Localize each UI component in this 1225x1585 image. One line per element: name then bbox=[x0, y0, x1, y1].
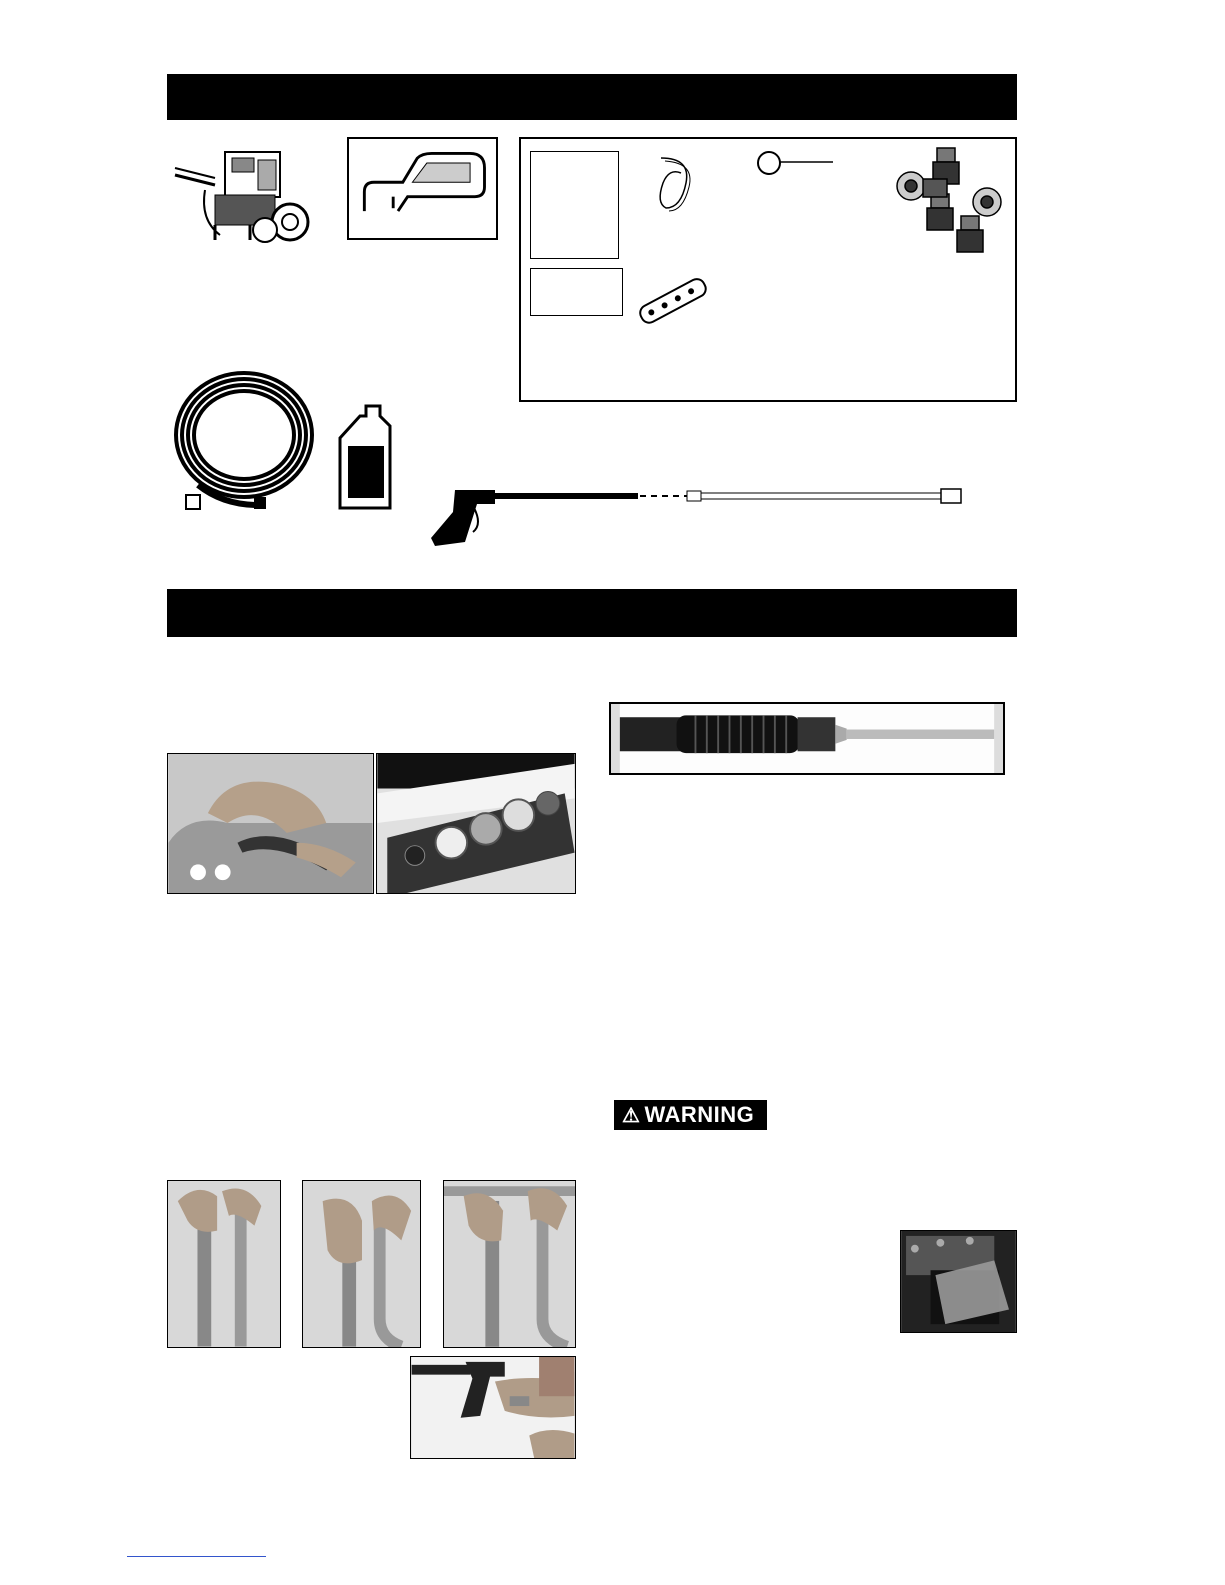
card-icon bbox=[530, 268, 623, 316]
warning-text: WARNING bbox=[644, 1102, 755, 1127]
handle-insert-step2-photo bbox=[302, 1180, 421, 1348]
mounting-bracket-icon bbox=[636, 272, 711, 332]
manual-booklet-icon bbox=[530, 151, 619, 259]
parts-bag-box bbox=[519, 137, 1017, 402]
footer-link-underline[interactable] bbox=[127, 1556, 266, 1557]
warning-triangle-icon: ⚠ bbox=[622, 1104, 641, 1127]
wand-connection-photo bbox=[609, 702, 1005, 775]
gun-nozzle-photo bbox=[410, 1356, 576, 1459]
pressure-washer-illustration bbox=[170, 140, 320, 248]
wire-tie-icon bbox=[651, 153, 701, 215]
section-header-bar-contents bbox=[167, 74, 1017, 120]
warning-label bbox=[614, 1100, 767, 1130]
handle-insert-step1-photo bbox=[167, 1180, 281, 1348]
pump-cap-photo bbox=[900, 1230, 1017, 1333]
install-nozzle-holder-photo bbox=[167, 753, 374, 894]
handle-illustration-box bbox=[347, 137, 498, 240]
hook-tag-icon bbox=[755, 149, 835, 181]
high-pressure-hose-illustration bbox=[168, 365, 318, 515]
oil-bottle-illustration bbox=[336, 404, 394, 512]
nozzle-holder-photo bbox=[376, 753, 576, 894]
quick-connect-nozzles-icon bbox=[893, 144, 1005, 262]
spray-gun-wand-illustration bbox=[425, 482, 970, 548]
handle-insert-step3-photo bbox=[443, 1180, 576, 1348]
section-header-bar-assembly bbox=[167, 589, 1017, 637]
